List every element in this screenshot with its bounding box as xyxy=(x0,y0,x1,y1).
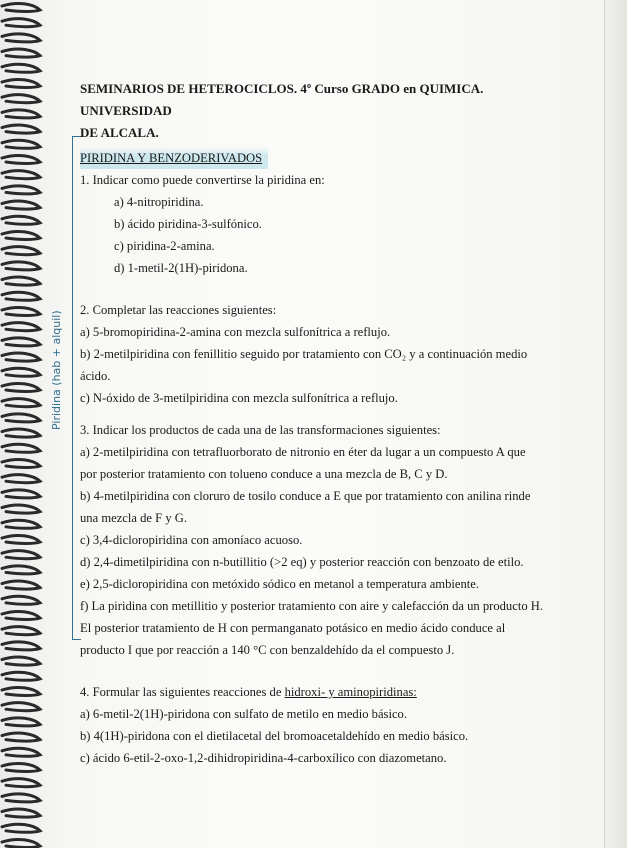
question-1 xyxy=(80,169,550,279)
spiral-coil xyxy=(2,110,40,118)
question-3-item: a) 2-metilpiridina con tetrafluorborato de nitronio en éter da lugar a un compuesto A que xyxy=(80,445,526,459)
question-1-item: a) 4-nitropiridina. xyxy=(114,195,204,209)
question-2-item: b) 2-metilpiridina con fenillitio seguido por tratamiento con CO₂ y a continuación medio xyxy=(80,347,528,361)
question-3-item: e) 2,5-dicloropiridina con metóxido sódico en metanol a temperatura ambiente. xyxy=(80,577,480,591)
question-4-item: b) 4(1H)-piridona con el dietilacetal del bromoacetaldehído en medio básico. xyxy=(80,729,469,743)
document-title-line2: DE ALCALA. xyxy=(80,125,159,140)
spiral-coil xyxy=(2,414,40,422)
spiral-coil xyxy=(2,794,40,802)
spiral-coil xyxy=(2,627,40,635)
spiral-coil xyxy=(2,505,40,513)
spiral-coil xyxy=(2,459,40,467)
spiral-coil xyxy=(2,490,40,498)
question-3-item: b) 4-metilpiridina con cloruro de tosilo conduce a E que por tratamiento con anilina rinde xyxy=(80,489,531,503)
spiral-coil xyxy=(2,201,40,209)
spiral-binding xyxy=(0,0,46,848)
spiral-coil xyxy=(2,657,40,665)
spiral-coil xyxy=(2,581,40,589)
spiral-coil xyxy=(2,611,40,619)
spiral-coil xyxy=(2,475,40,483)
spiral-coil xyxy=(2,155,40,163)
spiral-coil xyxy=(2,323,40,331)
spiral-coil xyxy=(2,718,40,726)
question-1-item: d) 1-metil-2(1H)-piridona. xyxy=(114,261,248,275)
spiral-coil xyxy=(2,596,40,604)
spiral-coil xyxy=(2,49,40,57)
question-2 xyxy=(80,299,550,409)
spiral-coil xyxy=(2,383,40,391)
spiral-coil xyxy=(2,703,40,711)
section-title: PIRIDINA Y BENZODERIVADOS xyxy=(80,147,268,169)
spiral-coil xyxy=(2,687,40,695)
spiral-coil xyxy=(2,520,40,528)
spiral-coil xyxy=(2,763,40,771)
spiral-coil xyxy=(2,824,40,832)
question-1-title: 1. Indicar como puede convertirse la piridina en: xyxy=(80,173,325,187)
spiral-coil xyxy=(2,307,40,315)
spiral-coil xyxy=(2,95,40,103)
spiral-coil xyxy=(2,672,40,680)
spiral-coil xyxy=(2,399,40,407)
spiral-coil xyxy=(2,64,40,72)
spiral-coil xyxy=(2,292,40,300)
spiral-coil xyxy=(2,140,40,148)
spiral-coil xyxy=(2,3,40,11)
question-4-item: c) ácido 6-etil-2-oxo-1,2-dihidropiridina-4-carboxílico con diazometano. xyxy=(80,751,447,765)
question-3-item: f) La piridina con metillitio y posterior tratamiento con aire y calefacción da un producto H. xyxy=(80,599,544,613)
question-1-item: c) piridina-2-amina. xyxy=(114,239,215,253)
spiral-coil xyxy=(2,231,40,239)
question-3-item: producto I que por reacción a 140 °C con benzaldehído da el compuesto J. xyxy=(80,643,455,657)
document-title-line1: SEMINARIOS DE HETEROCICLOS. 4º Curso GRADO en QUIMICA. UNIVERSIDAD xyxy=(80,81,484,118)
question-2-item: ácido. xyxy=(80,369,111,383)
question-3-item: una mezcla de F y G. xyxy=(80,511,188,525)
question-3 xyxy=(80,419,550,661)
spiral-coil xyxy=(2,216,40,224)
page-edge xyxy=(604,0,627,848)
spiral-coil xyxy=(2,247,40,255)
question-4 xyxy=(80,681,550,769)
spiral-coil xyxy=(2,779,40,787)
spiral-coil xyxy=(2,277,40,285)
question-3-item: c) 3,4-dicloropiridina con amoníaco acuoso. xyxy=(80,533,303,547)
spiral-coil xyxy=(2,79,40,87)
spiral-coil xyxy=(2,171,40,179)
question-3-title: 3. Indicar los productos de cada una de las transformaciones siguientes: xyxy=(80,423,441,437)
question-4-item: a) 6-metil-2(1H)-piridona con sulfato de metilo en medio básico. xyxy=(80,707,407,721)
question-2-item: c) N-óxido de 3-metilpiridina con mezcla sulfonítrica a reflujo. xyxy=(80,391,398,405)
spiral-coil xyxy=(2,642,40,650)
spiral-coil xyxy=(2,34,40,42)
question-1-item: b) ácido piridina-3-sulfónico. xyxy=(114,217,262,231)
spiral-coil xyxy=(2,551,40,559)
spiral-coil xyxy=(2,368,40,376)
question-3-item: El posterior tratamiento de H con permanganato potásico en medio ácido conduce al xyxy=(80,621,506,635)
question-3-item: por posterior tratamiento con tolueno conduce a una mezcla de B, C y D. xyxy=(80,467,448,481)
spiral-coil xyxy=(2,444,40,452)
spiral-coil xyxy=(2,733,40,741)
spiral-coil xyxy=(2,186,40,194)
spiral-coil xyxy=(2,566,40,574)
spiral-coil xyxy=(2,809,40,817)
spiral-coil xyxy=(2,429,40,437)
spiral-coil xyxy=(2,125,40,133)
spiral-coil xyxy=(2,535,40,543)
spiral-coil xyxy=(2,19,40,27)
question-3-item: d) 2,4-dimetilpiridina con n-butillitio (>2 eq) y posterior reacción con benzoato de etilo. xyxy=(80,555,524,569)
document-content xyxy=(80,78,550,769)
spiral-coil xyxy=(2,262,40,270)
question-4-title-prefix: 4. Formular las siguientes reacciones de xyxy=(80,685,285,699)
question-4-title-highlight: hidroxi- y aminopiridinas: xyxy=(284,685,417,699)
margin-handwritten-note: Piridina (hab + alquil) xyxy=(50,310,63,430)
question-2-title: 2. Completar las reacciones siguientes: xyxy=(80,303,277,317)
spiral-coil xyxy=(2,748,40,756)
question-4-title xyxy=(80,681,550,703)
question-2-item: a) 5-bromopiridina-2-amina con mezcla sulfonítrica a reflujo. xyxy=(80,325,391,339)
spiral-coil xyxy=(2,353,40,361)
spiral-coil xyxy=(2,338,40,346)
spiral-coil xyxy=(2,839,40,847)
